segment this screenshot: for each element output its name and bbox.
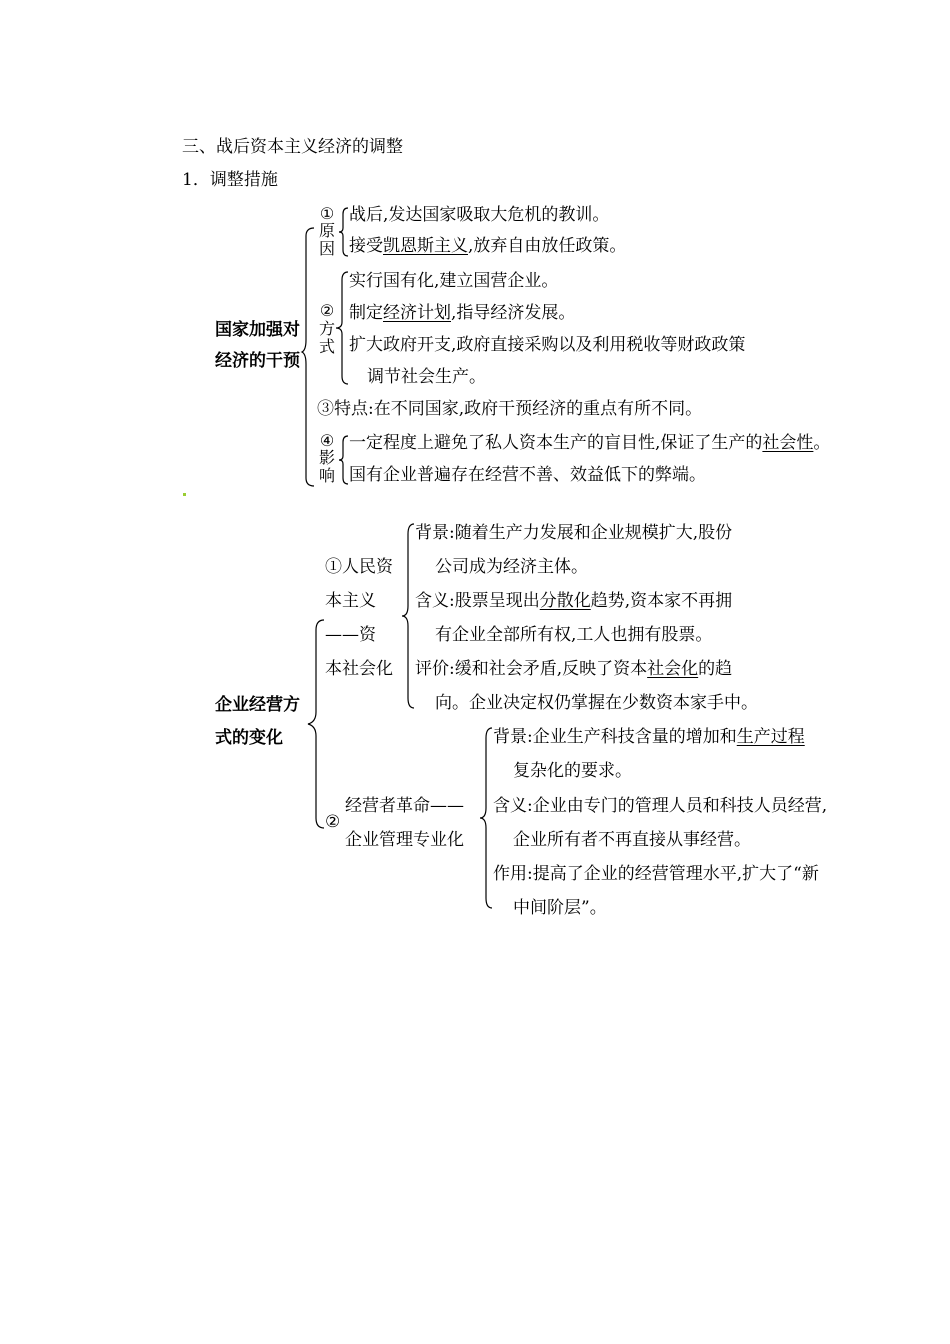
branch1-meaning-1: 含义:股票呈现出分散化趋势,资本家不再拥 [415,591,733,611]
reason-number: ① [319,204,335,223]
branch1-label-3: ——资 [325,625,376,645]
branch2-meaning-2: 企业所有者不再直接从事经营。 [513,830,751,850]
method-item-3-cont: 调节社会生产。 [367,367,486,387]
method-item-3: 扩大政府开支,政府直接采购以及利用税收等财政政策 [349,335,746,355]
branch2-effect-1: 作用:提高了企业的经营管理水平,扩大了“新 [493,864,819,884]
method-label-2: 式 [318,337,335,356]
branch1-label-2: 本主义 [325,591,376,611]
method-label-1: 方 [318,319,335,338]
branch2-label-1: 经营者革命—— [345,796,464,816]
method-item-2: 制定经济计划,指导经济发展。 [349,303,576,323]
impact-label-1: 影 [318,448,335,467]
branch2-marker: ② [325,812,341,832]
impact-brace [339,436,349,484]
branch1-evaluation-1: 评价:缓和社会矛盾,反映了资本社会化的趋 [415,659,733,679]
reason-label-1: 原 [318,221,335,240]
branch2-meaning-1: 含义:企业由专门的管理人员和科技人员经营, [493,796,828,816]
impact-item-2: 国有企业普遍存在经营不善、效益低下的弊端。 [349,465,706,485]
diagram2-main-brace [308,620,326,828]
impact-number: ④ [319,431,335,450]
branch2-background-1: 背景:企业生产科技含量的增加和生产过程 [493,727,805,747]
branch2-background-2: 复杂化的要求。 [513,761,632,781]
method-brace [336,272,350,384]
branch1-background-1: 背景:随着生产力发展和企业规模扩大,股份 [415,523,733,543]
branch1-label-1: ①人民资 [325,557,393,577]
reason-label-2: 因 [318,239,335,258]
reason-item-2: 接受凯恩斯主义,放弃自由放任政策。 [349,236,627,256]
diagram1-root-line1: 国家加强对 [215,320,300,340]
feature-item: ③特点:在不同国家,政府干预经济的重点有所不同。 [317,399,703,419]
diagram1-main-brace [302,228,316,486]
branch1-background-2: 公司成为经济主体。 [435,557,588,577]
branch2-effect-2: 中间阶层”。 [513,898,607,918]
impact-item-1: 一定程度上避免了私人资本生产的盲目性,保证了生产的社会性。 [349,433,831,453]
method-number: ② [319,301,335,320]
branch1-brace [402,524,416,708]
method-item-1: 实行国有化,建立国营企业。 [349,271,559,291]
branch1-meaning-2: 有企业全部所有权,工人也拥有股票。 [435,625,713,645]
diagram2-root-line1: 企业经营方 [215,695,300,715]
reason-item-1: 战后,发达国家吸取大危机的教训。 [349,205,610,225]
branch1-evaluation-2: 向。企业决定权仍掌握在少数资本家手中。 [435,693,758,713]
section-title: 三、战后资本主义经济的调整 [182,137,403,157]
diagram2-root-line2: 式的变化 [215,728,283,748]
branch1-label-4: 本社会化 [325,659,393,679]
impact-label-2: 响 [318,466,335,485]
reason-brace [339,208,349,256]
diagram1-root-line2: 经济的干预 [215,351,300,371]
speck-mark [183,493,186,496]
branch2-brace [480,728,494,908]
branch2-label-2: 企业管理专业化 [345,830,464,850]
subsection-title: 1．调整措施 [182,170,278,190]
